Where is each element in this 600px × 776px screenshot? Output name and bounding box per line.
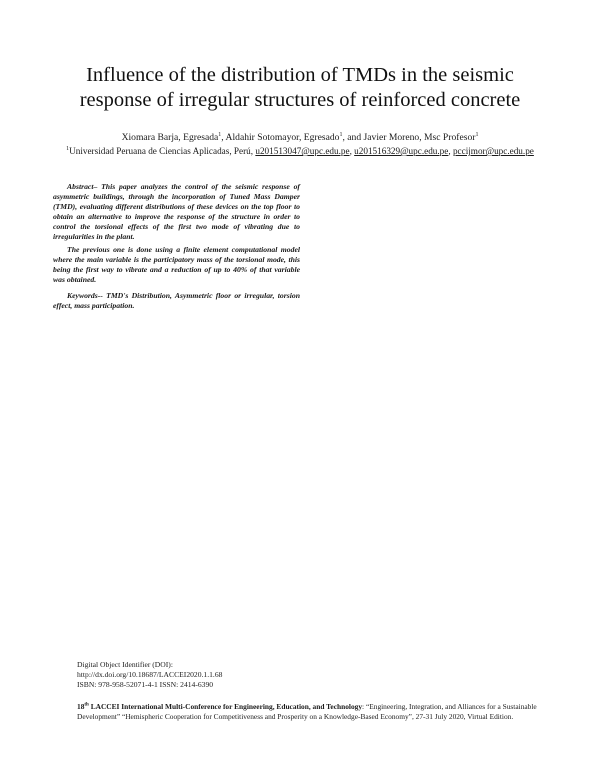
conference-ordinal-suffix: th (84, 702, 89, 708)
doi-url[interactable]: http://dx.doi.org/10.18687/LACCEI2020.1.1.68 (77, 670, 223, 679)
abstract-paragraph-2: The previous one is done using a finite element computational model where the main variable is the participatory mass of the torsional mode, this being the first way to vibrate and a reduction of up to 40% of that variable was obtained. (53, 245, 300, 284)
email-link-2[interactable]: u201516329@upc.edu.pe (354, 146, 449, 156)
doi-block (77, 660, 222, 690)
abstract-paragraph-1 (53, 182, 300, 242)
author-1: Xiomara Barja, Egresada (121, 132, 219, 143)
title-line-2: response of irregular structures of reinforced concrete (79, 89, 521, 111)
institution: Universidad Peruana de Ciencias Aplicadas, Perú, (69, 146, 256, 156)
author-1-affil-mark: 1 (218, 131, 222, 138)
conference-ordinal: 18 (77, 702, 85, 711)
keywords-text: TMD's Distribution, Asymmetric floor or irregular, torsion effect, mass participation. (53, 291, 300, 310)
keywords (53, 291, 300, 311)
footer-line-1 (77, 702, 577, 712)
author-2-affil-mark: 1 (339, 131, 343, 138)
author-separator: , (221, 132, 226, 143)
doi-label: Digital Object Identifier (DOI): (77, 660, 173, 669)
abstract-lead: Abstract– (67, 182, 102, 191)
affiliation (20, 145, 580, 157)
email-separator: , (349, 146, 355, 156)
email-link-3[interactable]: pccijmor@upc.edu.pe (452, 146, 534, 156)
isbn-issn: ISBN: 978-958-52071-4-1 ISSN: 2414-6390 (77, 680, 214, 689)
footer-theme-1: : “Engineering, Integration, and Alliances for a Sustainable (362, 702, 537, 711)
email-separator: , (448, 146, 453, 156)
author-2: Aldahir Sotomayor, Egresado (225, 132, 340, 143)
conference-footer (77, 702, 577, 722)
abstract-text-1: This paper analyzes the control of the seismic response of asymmetric buildings, through the incorporation of Tuned Mass Damper (TMD), evaluating different distributions of these devices on the top floor to obtain an alternative to improve the response of the structure in order to control the torsional effects of the first two mode of vibrating due to irregularities in the plant. (53, 182, 300, 241)
title-line-1: Influence of the distribution of TMDs in the seismic (86, 64, 514, 86)
abstract (53, 182, 300, 314)
paper-title (40, 63, 560, 113)
author-separator: , and (342, 132, 364, 143)
author-3-affil-mark: 1 (475, 131, 479, 138)
conference-name: LACCEI International Multi-Conference for Engineering, Education, and Technology (88, 702, 363, 711)
affil-mark: 1 (66, 145, 70, 152)
footer-line-2: Development” “Hemispheric Cooperation for Competitiveness and Prosperity on a Knowledge-Based Economy”, 27-31 July 2020, Virtual Edition. (77, 712, 514, 721)
email-link-1[interactable]: u201513047@upc.edu.pe (255, 146, 350, 156)
keywords-lead: Keywords-- (67, 291, 107, 300)
author-3: Javier Moreno, Msc Profesor (363, 132, 476, 143)
author-list (20, 131, 580, 144)
